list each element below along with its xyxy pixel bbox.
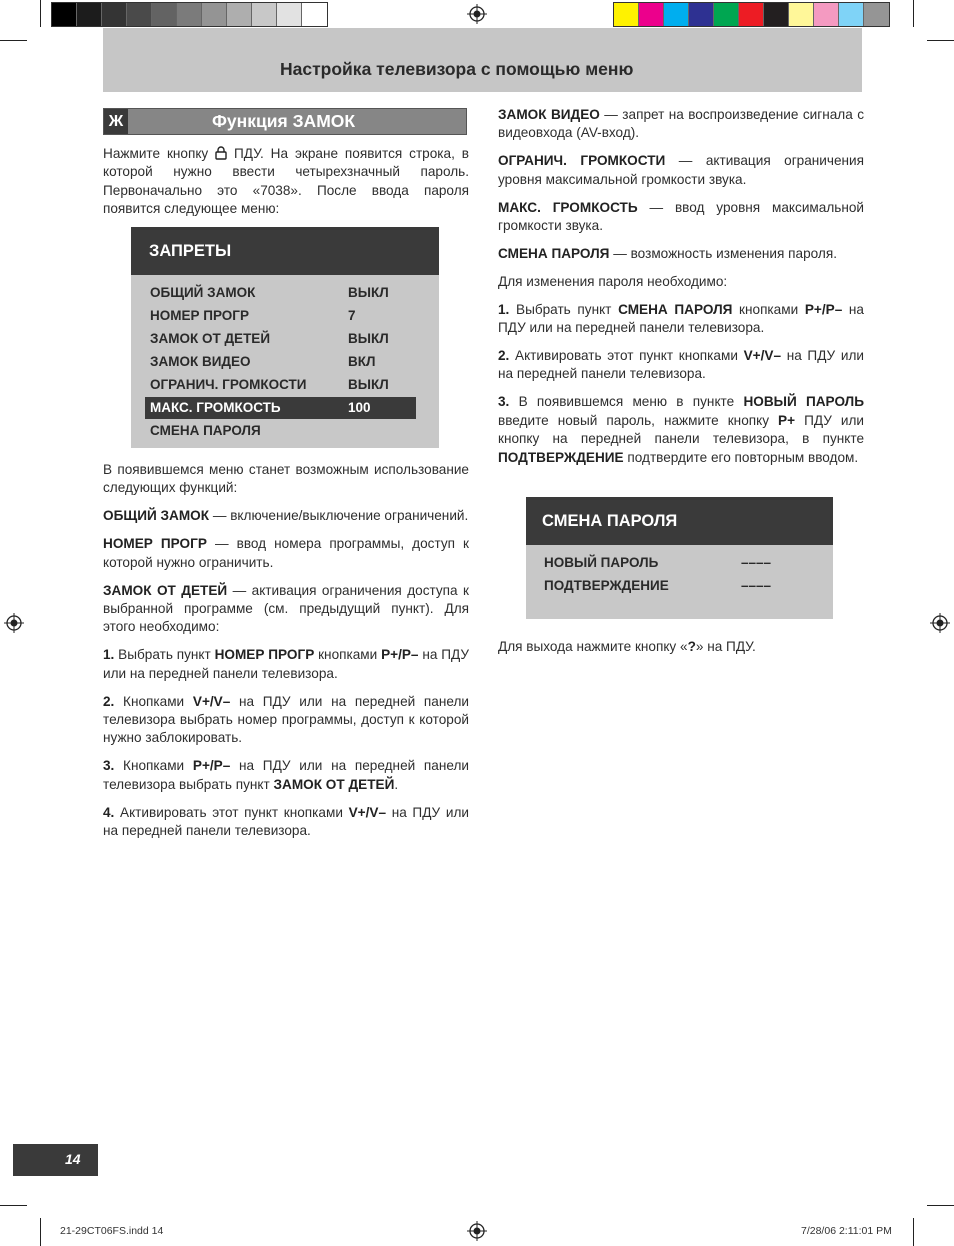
term-desc: — активация ограничения доступа к выбранной программе (см. предыдущий пункт). Для этого необходимо: xyxy=(103,582,469,635)
menu-row-value: 7 xyxy=(348,308,356,323)
step-number: 1. xyxy=(103,647,115,663)
step xyxy=(103,804,469,841)
menu-row-label: НОМЕР ПРОГР xyxy=(150,308,249,323)
password-menu xyxy=(526,497,833,619)
section-letter: Ж xyxy=(104,109,128,134)
menu-row-value: ВЫКЛ xyxy=(348,331,389,346)
step-text: Активировать этот пункт кнопками xyxy=(509,348,744,364)
color-swatch xyxy=(614,3,639,26)
step-text: на ПДУ или на передней панели телевизора. xyxy=(498,301,864,336)
color-swatch xyxy=(277,3,302,26)
step-text: на ПДУ или на передней панели телевизора выбрать номер программы, доступ к которой нужно заблокировать. xyxy=(103,693,469,746)
term: ОБЩИЙ ЗАМОК xyxy=(103,508,210,524)
menu-row[interactable] xyxy=(145,282,416,304)
menu-row-label: ЗАМОК ОТ ДЕТЕЙ xyxy=(150,331,271,346)
crop-mark xyxy=(0,1205,27,1206)
list-item xyxy=(103,535,469,572)
registration-mark-icon xyxy=(467,1221,487,1241)
crop-mark xyxy=(40,1218,41,1246)
menu-row-label: НОВЫЙ ПАРОЛЬ xyxy=(544,555,659,570)
menu-row[interactable] xyxy=(145,305,416,327)
menu-row-label: ЗАМОК ВИДЕО xyxy=(150,354,251,369)
step xyxy=(103,646,469,683)
step-number: 3. xyxy=(103,758,115,774)
step-text: Кнопками xyxy=(114,758,193,774)
step-text: Активировать этот пункт кнопками xyxy=(114,804,349,820)
after-menu-text: В появившемся меню станет возможным использование следующих функций: xyxy=(103,462,469,496)
term-desc: — активация ограничения уровня максимальной громкости звука. xyxy=(498,153,864,187)
color-swatch xyxy=(127,3,152,26)
step-bold: P+ xyxy=(778,412,796,428)
page-title: Настройка телевизора с помощью меню xyxy=(280,59,634,79)
step-text: на ПДУ или на передней панели телевизора выбрать пункт xyxy=(103,758,469,792)
section-heading xyxy=(103,108,467,135)
menu-row[interactable] xyxy=(145,351,416,373)
list-item xyxy=(498,106,864,143)
list-item xyxy=(103,582,469,637)
exit-text-a: Для выхода нажмите кнопку « xyxy=(498,639,688,654)
step-number: 4. xyxy=(103,804,115,820)
page-number: 14 xyxy=(65,1151,81,1167)
step xyxy=(498,301,864,338)
page-number-box xyxy=(13,1144,98,1176)
step-number: 1. xyxy=(498,301,510,317)
step xyxy=(103,693,469,748)
exit-text-c: » на ПДУ. xyxy=(695,639,756,654)
color-swatch xyxy=(739,3,764,26)
menu-row-value: 100 xyxy=(348,400,371,415)
step-text: кнопками xyxy=(732,301,805,317)
exit-key: ? xyxy=(687,639,696,654)
list-item xyxy=(498,245,864,263)
step-number: 3. xyxy=(498,394,510,410)
step-text: Кнопками xyxy=(114,693,193,709)
color-swatch xyxy=(77,3,102,26)
menu-row[interactable] xyxy=(539,552,819,574)
step-text: подтвердите его повторным вводом. xyxy=(623,449,859,465)
menu-title: СМЕНА ПАРОЛЯ xyxy=(526,497,833,545)
menu-row-selected[interactable] xyxy=(145,397,416,419)
color-swatch xyxy=(864,3,889,26)
left-body xyxy=(103,461,469,850)
menu-row-value: –––– xyxy=(741,555,772,570)
step-bold: НОМЕР ПРОГР xyxy=(214,647,315,663)
color-swatch xyxy=(52,3,77,26)
crop-mark xyxy=(913,0,914,27)
color-swatch xyxy=(227,3,252,26)
left-intro xyxy=(103,145,469,228)
menu-row-label: МАКС. ГРОМКОСТЬ xyxy=(150,400,281,415)
term: СМЕНА ПАРОЛЯ xyxy=(498,245,610,261)
color-swatch xyxy=(202,3,227,26)
registration-mark-icon xyxy=(930,613,950,633)
term-desc: — включение/выключение ограничений. xyxy=(209,508,469,524)
crop-mark xyxy=(927,1205,954,1206)
file-slug: 21-29CT06FS.indd 14 xyxy=(60,1225,164,1237)
term: ЗАМОК ВИДЕО xyxy=(498,107,600,122)
intro-text-a: Нажмите кнопку xyxy=(103,146,216,161)
list-item xyxy=(103,507,469,525)
color-swatch xyxy=(639,3,664,26)
crop-mark xyxy=(927,40,954,41)
menu-row-label: СМЕНА ПАРОЛЯ xyxy=(150,423,261,438)
menu-row-value: ВКЛ xyxy=(348,354,376,369)
exit-text xyxy=(498,638,864,666)
color-swatch xyxy=(764,3,789,26)
intro-text-b: ПДУ. На экране появится строка, в которой нужно ввести четырехзначный пароль. Первоначально это «7038». После ввода пароля появится следующее меню: xyxy=(103,146,469,217)
color-swatch-bar xyxy=(613,2,890,27)
timestamp-slug: 7/28/06 2:11:01 PM xyxy=(801,1225,892,1237)
list-item xyxy=(498,152,864,189)
menu-row[interactable] xyxy=(145,420,416,442)
term: МАКС. ГРОМКОСТЬ xyxy=(498,199,638,215)
step-number: 2. xyxy=(498,348,510,364)
right-body xyxy=(498,106,864,477)
step-text: ПДУ или кнопку на передней панели телевизора, в пункте xyxy=(498,412,864,447)
color-swatch xyxy=(814,3,839,26)
step-text: на ПДУ или на передней панели телевизора. xyxy=(498,348,864,382)
menu-row-label: ПОДТВЕРЖДЕНИЕ xyxy=(544,578,669,593)
step-text: на ПДУ или на передней панели телевизора. xyxy=(103,804,469,838)
step-bold: V+/V– xyxy=(192,693,231,709)
term: НОМЕР ПРОГР xyxy=(103,536,207,552)
menu-row-label: ОБЩИЙ ЗАМОК xyxy=(150,285,256,300)
crop-mark xyxy=(40,0,41,27)
step-text: Выбрать пункт xyxy=(114,647,215,663)
color-swatch xyxy=(714,3,739,26)
step-bold: V+/V– xyxy=(743,348,782,364)
step-text: введите новый пароль, нажмите кнопку xyxy=(498,412,779,428)
registration-mark-icon xyxy=(467,4,487,24)
term-desc: — запрет на воспроизведение сигнала с видеовхода (AV-вход). xyxy=(498,107,864,141)
change-intro: Для изменения пароля необходимо: xyxy=(498,273,728,289)
step xyxy=(498,347,864,384)
step-text: В появившемся меню в пункте xyxy=(509,394,744,410)
intro-paragraph xyxy=(103,145,469,219)
step-bold: P+/P– xyxy=(381,647,419,663)
menu-row-value: –––– xyxy=(741,578,772,593)
step-number: 2. xyxy=(103,693,115,709)
menu-title: ЗАПРЕТЫ xyxy=(131,227,439,275)
step-bold: ЗАМОК ОТ ДЕТЕЙ xyxy=(273,776,395,792)
restrictions-menu xyxy=(131,227,439,448)
color-swatch xyxy=(252,3,277,26)
step xyxy=(498,393,864,467)
step xyxy=(103,757,469,794)
step-text: . xyxy=(394,776,399,792)
list-item xyxy=(498,199,864,236)
step-bold: P+/P– xyxy=(804,301,843,317)
term-desc: — возможность изменения пароля. xyxy=(609,245,837,261)
color-swatch xyxy=(689,3,714,26)
crop-mark xyxy=(0,40,27,41)
menu-row[interactable] xyxy=(145,374,416,396)
step-bold: СМЕНА ПАРОЛЯ xyxy=(618,301,733,317)
menu-row-value: ВЫКЛ xyxy=(348,285,389,300)
term: ОГРАНИЧ. ГРОМКОСТИ xyxy=(498,153,666,169)
color-swatch xyxy=(102,3,127,26)
menu-row-label: ОГРАНИЧ. ГРОМКОСТИ xyxy=(150,377,307,392)
gray-swatch-bar xyxy=(51,2,328,27)
color-swatch xyxy=(789,3,814,26)
color-swatch xyxy=(302,3,327,26)
step-bold: ПОДТВЕРЖДЕНИЕ xyxy=(498,449,624,465)
step-bold: НОВЫЙ ПАРОЛЬ xyxy=(743,394,864,410)
menu-row[interactable] xyxy=(145,328,416,350)
term-desc: — ввод номера программы, доступ к которой нужно ограничить. xyxy=(103,536,469,570)
menu-row-value: ВЫКЛ xyxy=(348,377,389,392)
registration-mark-icon xyxy=(4,613,24,633)
lock-icon xyxy=(215,146,227,160)
step-text: Выбрать пункт xyxy=(509,301,619,317)
step-text: на ПДУ или на передней панели телевизора. xyxy=(103,647,469,681)
menu-row[interactable] xyxy=(539,575,819,597)
step-bold: V+/V– xyxy=(348,804,387,820)
step-text: кнопками xyxy=(314,647,382,663)
crop-mark xyxy=(913,1218,914,1246)
color-swatch xyxy=(839,3,864,26)
color-swatch xyxy=(152,3,177,26)
step-bold: P+/P– xyxy=(192,758,231,774)
term-desc: — ввод уровня максимальной громкости звука. xyxy=(498,199,864,234)
color-swatch xyxy=(664,3,689,26)
section-title: Функция ЗАМОК xyxy=(212,111,356,131)
term: ЗАМОК ОТ ДЕТЕЙ xyxy=(103,582,228,598)
color-swatch xyxy=(177,3,202,26)
